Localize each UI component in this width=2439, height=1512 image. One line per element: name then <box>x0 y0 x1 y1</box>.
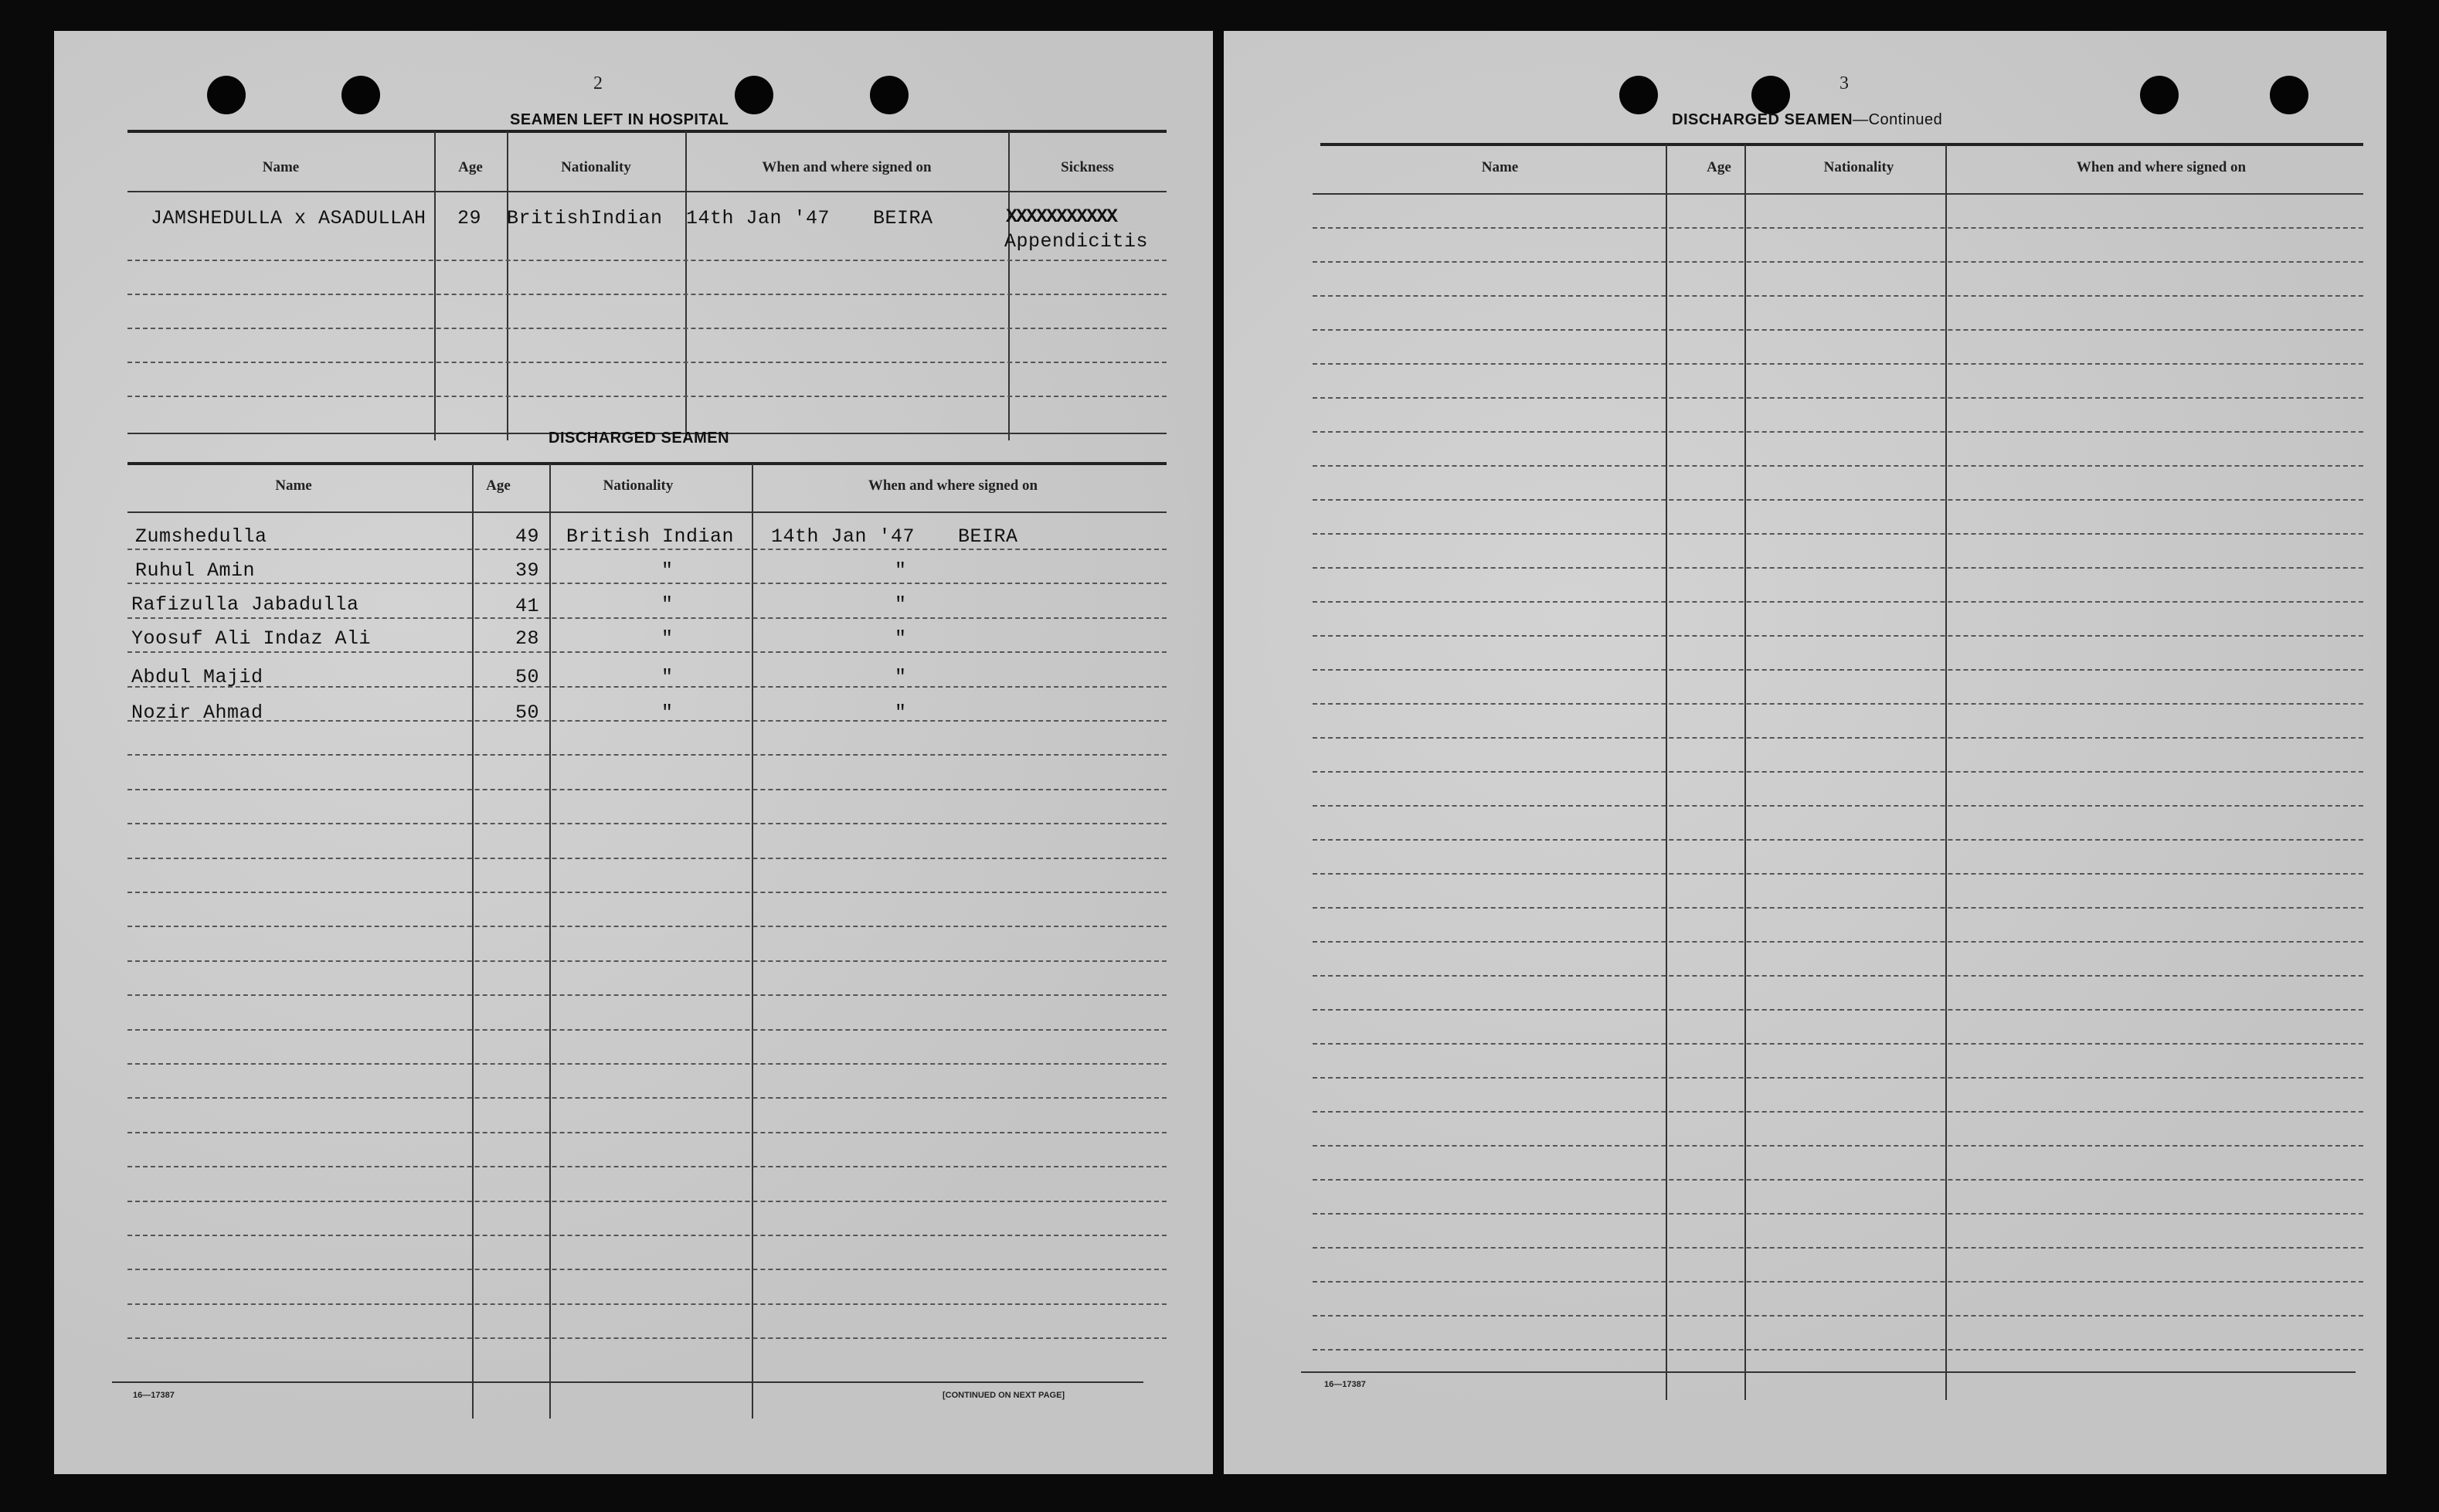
row-rule <box>1313 1145 2363 1147</box>
row-rule <box>127 617 1167 619</box>
table-rule <box>127 462 1167 465</box>
seaman-nationality: British Indian <box>566 525 735 548</box>
row-rule <box>1313 839 2363 841</box>
col-header-age: Age <box>458 159 483 175</box>
row-rule <box>127 994 1167 996</box>
col-header-signed-on: When and where signed on <box>2076 159 2247 175</box>
col-header-signed-on: When and where signed on <box>762 159 932 175</box>
ditto-mark: " <box>895 666 907 688</box>
seaman-age: 41 <box>515 595 540 617</box>
col-header-name: Name <box>1481 159 1519 175</box>
row-rule <box>1313 737 2363 739</box>
row-rule <box>1313 295 2363 297</box>
col-header-sickness: Sickness <box>1061 159 1114 175</box>
punch-hole <box>1751 76 1790 114</box>
row-rule <box>127 1201 1167 1202</box>
punch-hole <box>735 76 773 114</box>
row-rule <box>127 720 1167 722</box>
row-rule <box>1313 397 2363 399</box>
col-header-nationality: Nationality <box>561 159 631 175</box>
row-rule <box>1313 669 2363 671</box>
row-rule <box>1313 635 2363 637</box>
row-rule <box>127 960 1167 962</box>
col-header-name: Name <box>262 159 300 175</box>
seaman-name: Nozir Ahmad <box>131 702 263 724</box>
row-rule <box>127 754 1167 756</box>
table-rule <box>1313 193 2363 195</box>
seaman-age: 50 <box>515 702 540 724</box>
row-rule <box>1313 805 2363 807</box>
row-rule <box>127 1303 1167 1305</box>
table-rule <box>1301 1371 2356 1373</box>
table-rule <box>1320 143 2363 146</box>
ditto-mark: " <box>661 593 674 616</box>
punch-hole <box>2140 76 2179 114</box>
row-rule <box>1313 975 2363 977</box>
row-rule <box>1313 567 2363 569</box>
row-rule <box>1313 465 2363 467</box>
row-rule <box>127 362 1167 363</box>
signed-on-place: BEIRA <box>873 207 933 229</box>
column-divider <box>1008 131 1010 440</box>
column-divider <box>549 464 551 1419</box>
row-rule <box>1313 1213 2363 1215</box>
ditto-mark: " <box>895 702 907 724</box>
seaman-age: 29 <box>457 207 482 229</box>
discharged-section-title: DISCHARGED SEAMEN <box>549 430 730 447</box>
punch-hole <box>207 76 246 114</box>
col-header-nationality: Nationality <box>1823 159 1894 175</box>
column-divider <box>472 464 474 1419</box>
row-rule <box>127 260 1167 261</box>
row-rule <box>127 1097 1167 1099</box>
row-rule <box>1313 771 2363 773</box>
hospital-section-title: SEAMEN LEFT IN HOSPITAL <box>510 111 729 128</box>
seaman-nationality: BritishIndian <box>507 207 663 229</box>
row-rule <box>1313 1247 2363 1249</box>
row-rule <box>1313 941 2363 943</box>
right-page <box>1224 31 2386 1474</box>
row-rule <box>1313 1315 2363 1317</box>
row-rule <box>127 858 1167 859</box>
row-rule <box>1313 1111 2363 1113</box>
row-rule <box>1313 1077 2363 1079</box>
row-rule <box>127 1132 1167 1133</box>
ditto-mark: " <box>661 666 674 688</box>
row-rule <box>127 892 1167 893</box>
row-rule <box>127 651 1167 653</box>
ditto-mark: " <box>895 627 907 650</box>
table-rule <box>127 130 1167 133</box>
col-header-age: Age <box>1707 159 1731 175</box>
seaman-age: 28 <box>515 627 540 650</box>
col-header-name: Name <box>275 477 312 494</box>
seaman-name: Zumshedulla <box>135 525 267 548</box>
row-rule <box>1313 499 2363 501</box>
row-rule <box>127 926 1167 927</box>
punch-hole <box>341 76 380 114</box>
row-rule <box>127 1166 1167 1167</box>
row-rule <box>1313 601 2363 603</box>
seaman-name: Abdul Majid <box>131 666 263 688</box>
row-rule <box>127 1269 1167 1270</box>
row-rule <box>127 1337 1167 1339</box>
signed-on-place: BEIRA <box>958 525 1018 548</box>
seaman-name: Rafizulla Jabadulla <box>131 593 359 616</box>
page-number: 2 <box>593 73 603 93</box>
continued-note: [CONTINUED ON NEXT PAGE] <box>943 1391 1065 1400</box>
row-rule <box>127 686 1167 688</box>
left-page <box>54 31 1213 1474</box>
punch-hole <box>870 76 909 114</box>
col-header-nationality: Nationality <box>603 477 674 494</box>
row-rule <box>127 1029 1167 1031</box>
col-header-signed-on: When and where signed on <box>868 477 1038 494</box>
row-rule <box>1313 873 2363 875</box>
form-number: 16—17387 <box>1324 1380 1366 1389</box>
row-rule <box>1313 1179 2363 1181</box>
row-rule <box>127 823 1167 824</box>
form-number: 16—17387 <box>133 1391 175 1400</box>
row-rule <box>1313 227 2363 229</box>
table-rule <box>112 1381 1143 1383</box>
row-rule <box>1313 1281 2363 1283</box>
row-rule <box>1313 363 2363 365</box>
seaman-name: JAMSHEDULLA x ASADULLAH <box>151 207 426 229</box>
row-rule <box>127 294 1167 295</box>
column-divider <box>434 131 436 440</box>
row-rule <box>127 549 1167 550</box>
seaman-age: 49 <box>515 525 540 548</box>
row-rule <box>1313 329 2363 331</box>
punch-hole <box>1619 76 1658 114</box>
table-rule <box>127 511 1167 513</box>
ditto-mark: " <box>895 559 907 582</box>
row-rule <box>1313 1043 2363 1045</box>
seaman-age: 50 <box>515 666 540 688</box>
seaman-name: Yoosuf Ali Indaz Ali <box>131 627 372 650</box>
ditto-mark: " <box>895 593 907 616</box>
row-rule <box>1313 533 2363 535</box>
row-rule <box>127 1235 1167 1236</box>
row-rule <box>1313 431 2363 433</box>
table-rule <box>127 191 1167 192</box>
column-divider <box>752 464 753 1419</box>
row-rule <box>1313 261 2363 263</box>
col-header-age: Age <box>486 477 511 494</box>
punch-hole <box>2270 76 2308 114</box>
column-divider <box>507 131 508 440</box>
struck-out-text: XXXXXXXXXXX <box>1006 206 1117 228</box>
column-divider <box>685 131 687 440</box>
row-rule <box>127 583 1167 584</box>
row-rule <box>1313 1009 2363 1011</box>
signed-on-date: 14th Jan '47 <box>771 525 915 548</box>
row-rule <box>1313 1349 2363 1351</box>
signed-on-date: 14th Jan '47 <box>686 207 831 229</box>
ditto-mark: " <box>661 559 674 582</box>
row-rule <box>1313 907 2363 909</box>
seaman-age: 39 <box>515 559 540 582</box>
sickness: Appendicitis <box>1004 230 1149 253</box>
page-number: 3 <box>1839 73 1849 93</box>
section-title: DISCHARGED SEAMEN—Continued <box>1672 111 1943 128</box>
row-rule <box>127 1063 1167 1065</box>
ditto-mark: " <box>661 702 674 724</box>
row-rule <box>1313 703 2363 705</box>
ditto-mark: " <box>661 627 674 650</box>
row-rule <box>127 328 1167 329</box>
seaman-name: Ruhul Amin <box>135 559 256 582</box>
row-rule <box>127 396 1167 397</box>
row-rule <box>127 789 1167 790</box>
